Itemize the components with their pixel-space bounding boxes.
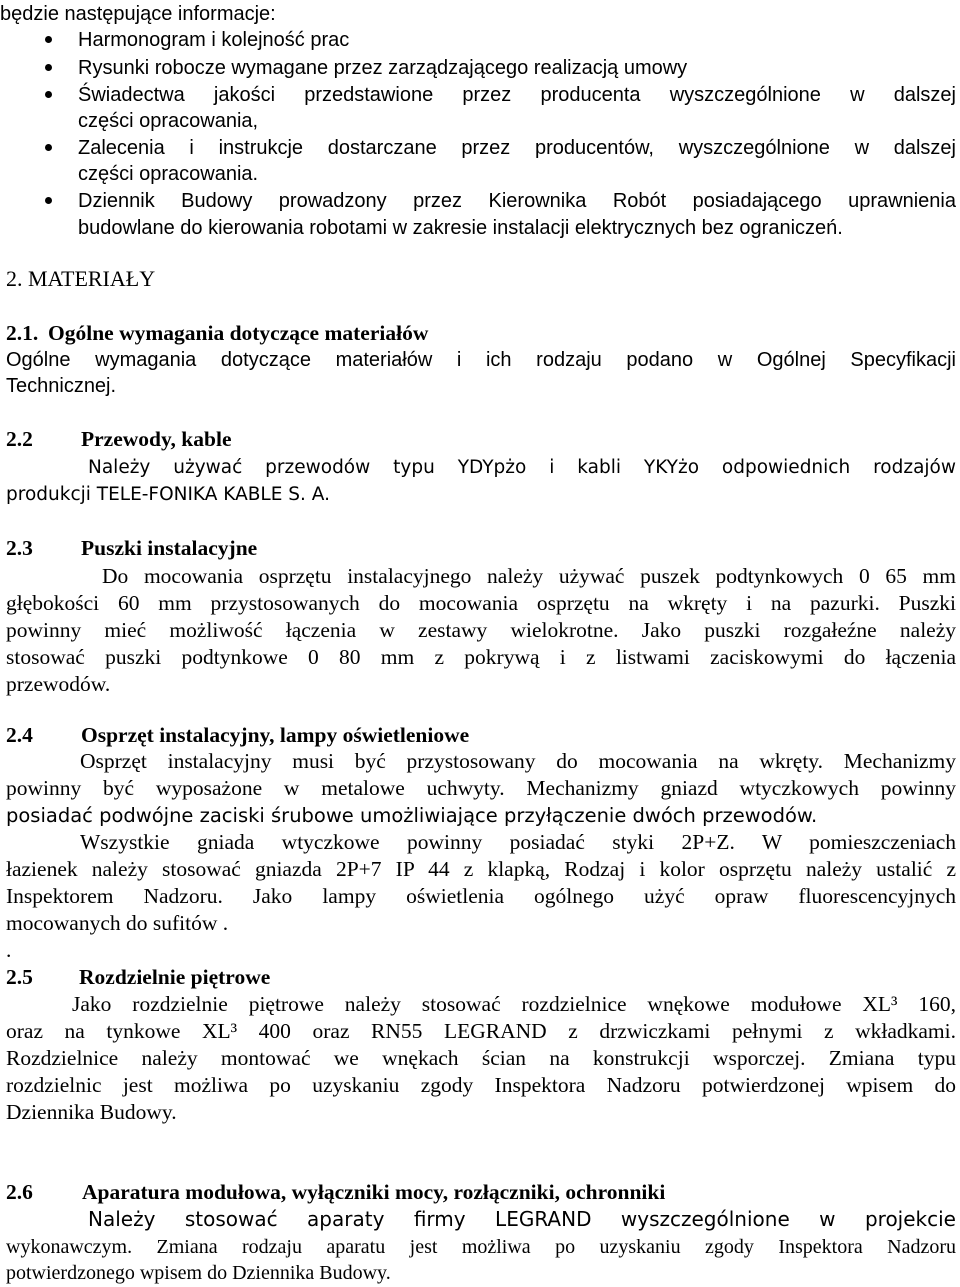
paragraph-line: oraz na tynkowe XL³ 400 oraz RN55 LEGRAND z drzwiczkami pełnymi z wkładkami. — [6, 1019, 956, 1043]
bullet-item-4-line-2: części opracowania. — [78, 163, 259, 185]
paragraph-line: Należy używać przewodów typu YDYpżo i kabli YKYżo odpowiednich rodzajów — [88, 457, 956, 478]
paragraph-line: Rozdzielnice należy montować we wnękach ścian na konstrukcji wsporczej. Zmiana typu — [6, 1046, 956, 1070]
section-heading: 2. MATERIAŁY — [6, 266, 156, 291]
subsection-number: 2.5 — [6, 965, 33, 989]
bullet-item-3-line-1: Świadectwa jakości przedstawione przez producenta wyszczególnione w dalszej — [78, 84, 956, 106]
subsection-title: Osprzęt instalacyjny, lampy oświetleniowe — [81, 723, 470, 747]
paragraph-line: Należy stosować aparaty firmy LEGRAND wyszczególnione w projekcie — [88, 1207, 956, 1231]
paragraph-line: mocowanych do sufitów . — [6, 911, 229, 935]
paragraph-line: Technicznej. — [6, 375, 117, 397]
bullet-item-2: Rysunki robocze wymagane przez zarządzającego realizacją umowy — [78, 57, 688, 79]
paragraph-line: powinny być wyposażone w metalowe uchwyty. Mechanizmy gniazd wtyczkowych powinny — [6, 776, 956, 800]
paragraph-line: przewodów. — [6, 672, 111, 696]
subsection-title: Przewody, kable — [81, 427, 232, 451]
paragraph-line: rozdzielnic jest możliwa po uzyskaniu zgody Inspektora Nadzoru potwierdzonej wpisem do — [6, 1073, 956, 1097]
paragraph-line: Wszystkie gniada wtyczkowe powinny posiadać styki 2P+Z. W pomieszczeniach — [80, 830, 956, 854]
paragraph-line: potwierdzonego wpisem do Dziennika Budowy. — [6, 1262, 391, 1284]
intro-lead: będzie następujące informacje: — [0, 3, 276, 25]
paragraph-line: powinny mieć możliwość łączenia w zestawy wielokrotne. Jako puszki rozgałeźne należy — [6, 618, 956, 642]
paragraph-line: Osprzęt instalacyjny musi być przystosowany do mocowania na wkręty. Mechanizmy — [80, 749, 956, 773]
subsection-title: Rozdzielnie piętrowe — [79, 965, 271, 989]
paragraph-line: wykonawczym. Zmiana rodzaju aparatu jest możliwa po uzyskaniu zgody Inspektora Nadzoru — [6, 1236, 956, 1258]
subsection-number: 2.3 — [6, 536, 33, 560]
subsection-title: Aparatura modułowa, wyłączniki mocy, rozłączniki, ochronniki — [82, 1180, 666, 1204]
bullet-icon — [45, 144, 52, 151]
paragraph-line: Inspektorem Nadzoru. Jako lampy oświetlenia ogólnego użyć opraw fluorescencyjnych — [6, 884, 956, 908]
subsection-title: Ogólne wymagania dotyczące materiałów — [48, 321, 429, 345]
subsection-number: 2.6 — [6, 1180, 33, 1204]
paragraph-line: Dziennika Budowy. — [6, 1100, 177, 1124]
paragraph-line: Do mocowania osprzętu instalacyjnego należy używać puszek podtynkowych 0 65 mm — [102, 564, 956, 588]
bullet-icon — [45, 64, 52, 71]
subsection-number: 2.4 — [6, 723, 33, 747]
subsection-title: Puszki instalacyjne — [81, 536, 258, 560]
bullet-item-1: Harmonogram i kolejność prac — [78, 29, 350, 51]
paragraph-line: stosować puszki podtynkowe 0 80 mm z pokrywą i z listwami zaciskowymi do łączenia — [6, 645, 956, 669]
paragraph-line: posiadać podwójne zaciski śrubowe umożliwiające przyłączenie dwóch przewodów. — [6, 804, 818, 827]
paragraph-line: Jako rozdzielnie piętrowe należy stosować rozdzielnice wnękowe modułowe XL³ 160, — [72, 992, 956, 1016]
bullet-icon — [45, 36, 52, 43]
subsection-number: 2.2 — [6, 427, 33, 451]
bullet-item-5-line-1: Dziennik Budowy prowadzony przez Kierownika Robót posiadającego uprawnienia — [78, 190, 956, 212]
bullet-item-4-line-1: Zalecenia i instrukcje dostarczane przez producentów, wyszczególnione w dalszej — [78, 137, 956, 159]
bullet-item-5-line-2: budowlane do kierowania robotami w zakresie instalacji elektrycznych bez ograniczeń. — [78, 217, 843, 239]
paragraph-line: produkcji TELE-FONIKA KABLE S. A. — [6, 484, 331, 505]
paragraph-line: . — [6, 938, 12, 962]
bullet-icon — [45, 91, 52, 98]
paragraph-line: łazienek należy stosować gniazda 2P+7 IP 44 z klapką, Rodzaj i kolor osprzętu należy ustalić z — [6, 857, 956, 881]
subsection-number: 2.1. — [6, 321, 39, 345]
paragraph-line: Ogólne wymagania dotyczące materiałów i ich rodzaju podano w Ogólnej Specyfikacji — [6, 349, 956, 371]
bullet-icon — [45, 197, 52, 204]
bullet-item-3-line-2: części opracowania, — [78, 110, 259, 132]
paragraph-line: głębokości 60 mm przystosowanych do mocowania osprzętu na wkręty i na pazurki. Puszki — [6, 591, 956, 615]
